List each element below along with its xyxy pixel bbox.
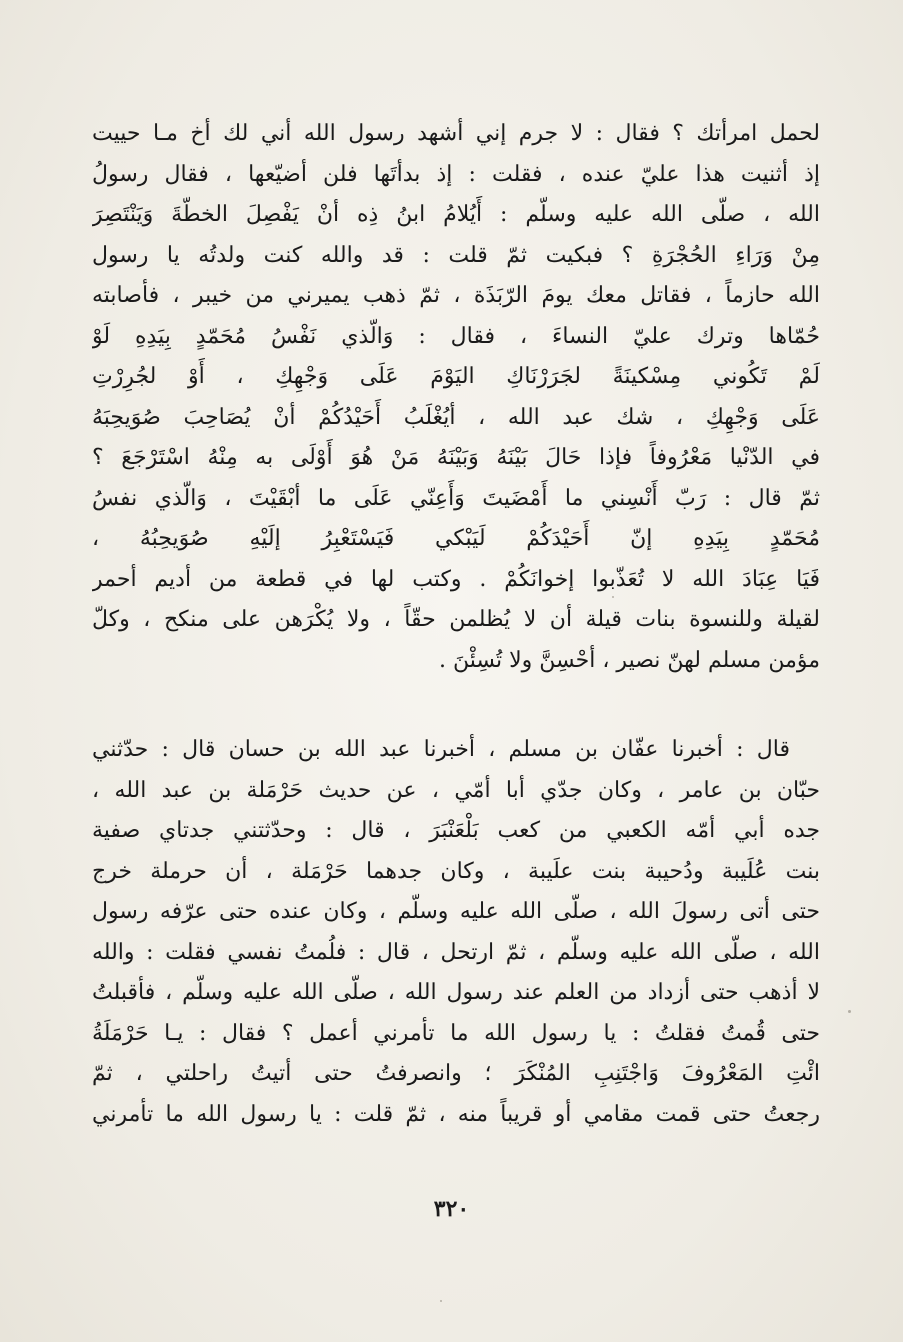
paragraph-2 — [92, 730, 820, 1135]
text-line: مؤمن مسلم لهنّ نصير ، أحْسِنَّ ولا تُسِئْنَ . — [438, 647, 820, 673]
text-line: لحمل امرأتك ؟ فقال : لا جرم إني أشهد رسول الله أني لك أخ مـا حييت — [92, 121, 820, 146]
text-line: الله ، صلّى الله عليه وسلّم : أَيُلامُ ابنُ ذِه أنْ يَفْصِلَ الخطّةَ وَيَنْتَصِرَ — [92, 202, 820, 227]
text-line: عَلَى وَجْهِكِ ، شك عبد الله ، أيُغْلَبُ أَحَيْدُكُمْ أنْ يُصَاحِبَ صُوَيحِبَهُ — [92, 404, 820, 430]
print-speck — [848, 1010, 851, 1013]
text-line: رجعتُ حتى قمت مقامي أو قريباً منه ، ثمّ قلت : يا رسول الله ما تأمرني — [92, 1101, 820, 1127]
text-line: لقيلة وللنسوة بنات قيلة أن لا يُظلمن حقّاً ، ولا يُكْرَهن على منكح ، وكلّ — [92, 607, 820, 632]
text-line: جده أبي أمّه الكعبي من كعب بَلْعَنْبَرَ ، قال : وحدّثتني جدتاي صفية — [92, 818, 820, 843]
text-line: قال : أخبرنا عفّان بن مسلم ، أخبرنا عبد الله بن حسان قال : حدّثني — [92, 737, 790, 762]
text-line: ثمّ قال : رَبّ أَنْسِني ما أَمْضَيتَ وَأَعِنّي عَلَى ما أبْقَيْتَ ، وَالّذي نفسُ — [92, 485, 820, 511]
text-line: الله ، صلّى الله عليه وسلّم ، ثمّ ارتحل ، قال : فلُمتُ نفسي فقلت : والله — [92, 939, 820, 965]
text-line: حتى قُمتُ فقلتُ : يا رسول الله ما تأمرني أعمل ؟ فقال : يـا حَرْمَلَةُ — [92, 1020, 820, 1046]
text-line: لا أذهب حتى أزداد من العلم عند رسول الله ، صلّى الله عليه وسلّم ، فأقبلتُ — [92, 980, 820, 1005]
text-line: حبّان بن عامر ، وكان جدّي أبا أمّي ، عن حديث حَرْمَلة بن عبد الله ، — [92, 777, 820, 803]
text-line: فَيَا عِبَادَ الله لا تُعَذّبوا إخوانَكُمْ . وكتب لها في قطعة من أديم أحمر — [92, 566, 820, 592]
text-line: حتى أتى رسولَ الله ، صلّى الله عليه وسلّم ، وكان عنده حتى عرّفه رسول — [92, 899, 820, 924]
text-line: الله حازماً ، فقاتل معك يومَ الرّبَذَة ، ثمّ ذهب يميرني من خيبر ، فأصابته — [92, 283, 820, 308]
text-line: إذ أثنيت هذا عليّ عنده ، فقلت : إذ بدأتَها فلن أضيّعها ، فقال رسولُ — [92, 161, 820, 187]
print-speck — [440, 1300, 442, 1302]
text-line: مِنْ وَرَاءِ الحُجْرَةِ ؟ فبكيت ثمّ قلت : قد والله كنت ولدتُه يا رسول — [92, 242, 820, 268]
print-speck — [612, 596, 614, 598]
text-line: حُمّاها وترك عليّ النساءَ ، فقال : وَالّذي نَفْسُ مُحَمّدٍ بِيَدِهِ لَوْ — [92, 323, 820, 349]
text-line: مُحَمّدٍ بِيَدِهِ إنّ أَحَيْدَكُمْ لَيَبْكي فَيَسْتَعْبِرُ إلَيْهِ صُوَيحِبُهُ ، — [92, 526, 820, 551]
text-line: في الدّنْيا مَعْرُوفاً فإذا حَالَ بَيْنَهُ وَبَيْنَهُ مَنْ هُوَ أَوْلَى به مِنْهُ اسْتَرْجَعَ ؟ — [92, 445, 820, 470]
text-line: لَمْ تَكُوني مِسْكينَةً لجَرَرْنَاكِ اليَوْمَ عَلَى وَجْهِكِ ، أَوْ لجُرِرْتِ — [92, 364, 820, 389]
page-number: ٣٢٠ — [433, 1196, 470, 1222]
text-line: بنت عُلَيبة ودُحيبة بنت علَيبة ، وكان جدهما حَرْمَلة ، أن حرملة خرج — [92, 858, 820, 884]
paragraph-1 — [92, 114, 820, 681]
text-line: ائْتِ المَعْرُوفَ وَاجْتَنِبِ المُنْكَرَ ؛ وانصرفتُ حتى أتيتُ راحلتي ، ثمّ — [92, 1061, 820, 1086]
